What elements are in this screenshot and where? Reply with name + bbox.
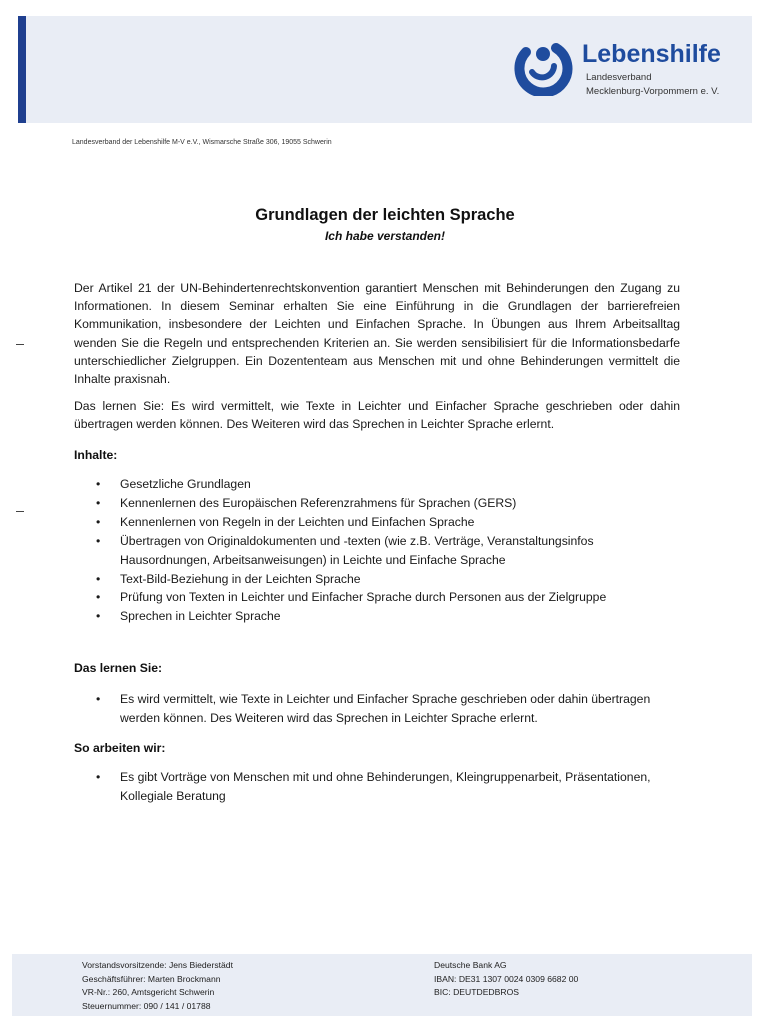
sender-address: Landesverband der Lebenshilfe M-V e.V., Wismarsche Straße 306, 19055 Schwerin xyxy=(72,139,332,146)
footer-organisation-info xyxy=(82,959,233,1014)
footer-line: IBAN: DE31 1307 0024 0309 6682 00 xyxy=(434,973,579,984)
bullet: • xyxy=(96,514,101,529)
bullet: • xyxy=(96,477,101,491)
footer-line: Deutsche Bank AG xyxy=(434,960,507,970)
list-item: • Es gibt Vorträge von Menschen mit und ohne Behinderungen, Kleingruppenarbeit, Präsentationen, Kollegiale Beratung xyxy=(96,770,651,803)
footer-line: Steuernummer: 090 / 141 / 01788 xyxy=(82,1001,211,1012)
footer-line: VR-Nr.: 260, Amtsgericht Schwerin xyxy=(82,987,215,998)
footer-bank-info xyxy=(434,959,578,1000)
learn-paragraph: Das lernen Sie: Es wird vermittelt, wie Texte in Leichter und Einfacher Sprache geschrieben oder dahin übertragen werden können. Des Weiteren wird das Sprechen in Leichter Sprache erlernt. xyxy=(74,399,680,432)
list-item: • Kennenlernen von Regeln in der Leichten und Einfachen Sprache xyxy=(74,513,684,532)
list-item: • Text-Bild-Beziehung in der Leichten Sprache xyxy=(74,570,684,589)
lebenshilfe-logo xyxy=(512,34,742,104)
document-subtitle: Ich habe verstanden! xyxy=(324,229,446,243)
lebenshilfe-logo-icon xyxy=(512,36,574,96)
footer-line: Geschäftsführer: Marten Brockmann xyxy=(82,973,221,984)
logo-subtitle-1: Landesverband xyxy=(586,72,652,83)
logo-wordmark: Lebenshilfe xyxy=(582,40,721,68)
fold-mark xyxy=(16,344,24,345)
footer-line: Vorstandsvorsitzende: Jens Biederstädt xyxy=(82,960,233,970)
bullet: • xyxy=(96,495,101,510)
footer-line: BIC: DEUTDEDBROS xyxy=(434,987,519,998)
lernen-list xyxy=(74,690,684,728)
logo-subtitle-2: Mecklenburg-Vorpommern e. V. xyxy=(586,86,720,97)
inhalte-list xyxy=(74,475,684,626)
list-item: • Es wird vermittelt, wie Texte in Leichter und Einfacher Sprache geschrieben oder dahin übertragen werden können. Des Weiteren wird das Sprechen in Leichter Sprache erlernt. xyxy=(96,692,651,725)
arbeiten-list xyxy=(74,768,684,806)
bullet: • xyxy=(96,590,101,605)
section-heading-lernen: Das lernen Sie: xyxy=(74,661,163,675)
bullet: • xyxy=(96,609,101,624)
letter-footer xyxy=(12,954,752,1016)
list-item: • Prüfung von Texten in Leichter und Einfacher Sprache durch Personen aus der Zielgruppe xyxy=(74,588,684,607)
bullet: • xyxy=(96,533,101,548)
bullet: • xyxy=(96,770,101,784)
list-item: • Gesetzliche Grundlagen xyxy=(74,475,684,494)
fold-mark xyxy=(16,511,24,512)
list-item: • Kennenlernen des Europäischen Referenzrahmens für Sprachen (GERS) xyxy=(74,494,684,513)
document-title: Grundlagen der leichten Sprache xyxy=(255,206,515,224)
list-item: • Sprechen in Leichter Sprache xyxy=(74,607,684,626)
intro-paragraph: Der Artikel 21 der UN-Behindertenrechtskonvention garantiert Menschen mit Behinderungen den Zugang zu Informationen. In diesem Seminar erhalten Sie eine Einführung in die Grundlagen der barrierefreien Kommunikation, insbesondere der Leichten und Einfachen Sprache. In Übungen aus Ihrem Arbeitsalltag wenden Sie die Regeln und entsprechenden Kriterien an. Sie werden sensibilisiert für die Informationsbedarfe unterschiedlicher Zielgruppen. Ein Dozententeam aus Menschen mit und ohne Behinderungen vermittelt die Inhalte praxisnah. xyxy=(74,281,680,387)
section-heading-arbeiten: So arbeiten wir: xyxy=(74,741,166,755)
list-item: • Übertragen von Originaldokumenten und -texten (wie z.B. Verträge, Veranstaltungsinfos Hausordnungen, Arbeitsanweisungen) in Leichte und Einfache Sprache xyxy=(96,533,594,567)
section-heading-inhalte: Inhalte: xyxy=(74,448,118,462)
bullet: • xyxy=(96,692,101,706)
bullet: • xyxy=(96,571,101,586)
letterhead-stripe xyxy=(18,16,26,123)
